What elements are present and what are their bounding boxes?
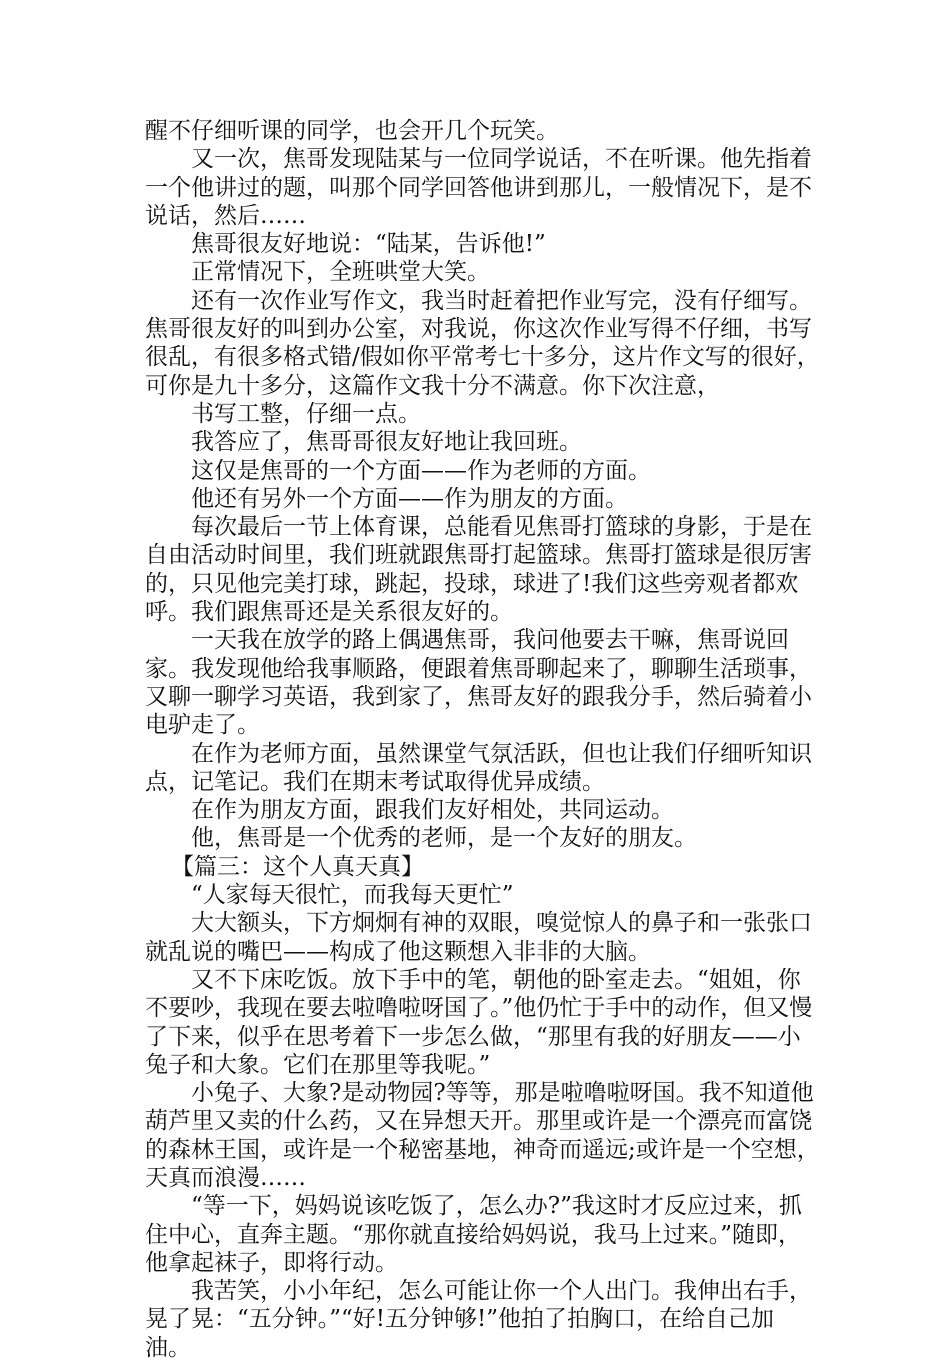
paragraph: 这仅是焦哥的一个方面——作为老师的方面。	[191, 457, 651, 484]
paragraph: 每次最后一节上体育课，总能看见焦哥打篮球的身影，于是在自由活动时间里，我们班就跟焦哥打起篮球。焦哥打篮球是很厉害的，只见他完美打球，跳起，投球，球进了!我们这些旁观者都欢呼。我们跟焦哥还是关系很友好的。	[145, 514, 812, 626]
paragraph: 我答应了，焦哥哥很友好地让我回班。	[191, 429, 582, 456]
section-subtitle: “人家每天很忙，而我每天更忙”	[191, 882, 514, 909]
paragraph: “等一下，妈妈说该吃饭了，怎么办?”我这时才反应过来，抓住中心，直奔主题。“那你就直接给妈妈说，我马上过来。”随即，他拿起袜子，即将行动。	[145, 1193, 802, 1276]
paragraph: 我苦笑，小小年纪，怎么可能让你一个人出门。我伸出右手，晃了晃：“五分钟。”“好!五分钟够!”他拍了拍胸口，在给自己加油。	[145, 1278, 812, 1361]
paragraph: 焦哥很友好地说：“陆某，告诉他!”	[191, 231, 546, 258]
paragraph: 醒不仔细听课的同学，也会开几个玩笑。	[145, 118, 559, 144]
document-body	[145, 117, 820, 1362]
paragraph: 又不下床吃饭。放下手中的笔，朝他的卧室走去。“姐姐，你不要吵，我现在要去啦噜啦呀国了。”他仍忙于手中的动作，但又慢了下来，似乎在思考着下一步怎么做，“那里有我的好朋友——小兔子和大象。它们在那里等我呢。”	[145, 966, 813, 1078]
paragraph: 大大额头，下方炯炯有神的双眼，嗅觉惊人的鼻子和一张张口就乱说的嘴巴——构成了他这颗想入非非的大脑。	[145, 910, 812, 965]
paragraph: 在作为朋友方面，跟我们友好相处，共同运动。	[191, 797, 674, 824]
paragraph: 书写工整，仔细一点。	[191, 400, 421, 427]
paragraph: 还有一次作业写作文，我当时赶着把作业写完，没有仔细写。焦哥很友好的叫到办公室，对我说，你这次作业写得不仔细，书写很乱，有很多格式错/假如你平常考七十多分，这片作文写的很好，可你是九十多分，这篇作文我十分不满意。你下次注意，	[145, 287, 820, 399]
section-heading: 【篇三：这个人真天真】	[171, 853, 424, 880]
paragraph: 在作为老师方面，虽然课堂气氛活跃，但也让我们仔细听知识点，记笔记。我们在期末考试取得优异成绩。	[145, 740, 812, 795]
paragraph: 他还有另外一个方面——作为朋友的方面。	[191, 485, 628, 512]
paragraph: 一天我在放学的路上偶遇焦哥，我问他要去干嘛，焦哥说回家。我发现他给我事顺路，便跟着焦哥聊起来了，聊聊生活琐事，又聊一聊学习英语，我到家了，焦哥友好的跟我分手，然后骑着小电驴走了。	[145, 627, 812, 739]
paragraph: 正常情况下，全班哄堂大笑。	[191, 259, 490, 286]
paragraph: 又一次，焦哥发现陆某与一位同学说话，不在听课。他先指着一个他讲过的题，叫那个同学回答他讲到那儿，一般情况下，是不说话，然后……	[145, 146, 812, 229]
paragraph: 他，焦哥是一个优秀的老师，是一个友好的朋友。	[191, 825, 697, 852]
paragraph: 小兔子、大象?是动物园?等等，那是啦噜啦呀国。我不知道他葫芦里又卖的什么药，又在异想天开。那里或许是一个漂亮而富饶的森林王国，或许是一个秘密基地，神奇而遥远;或许是一个空想，天真而浪漫……	[145, 1080, 820, 1191]
